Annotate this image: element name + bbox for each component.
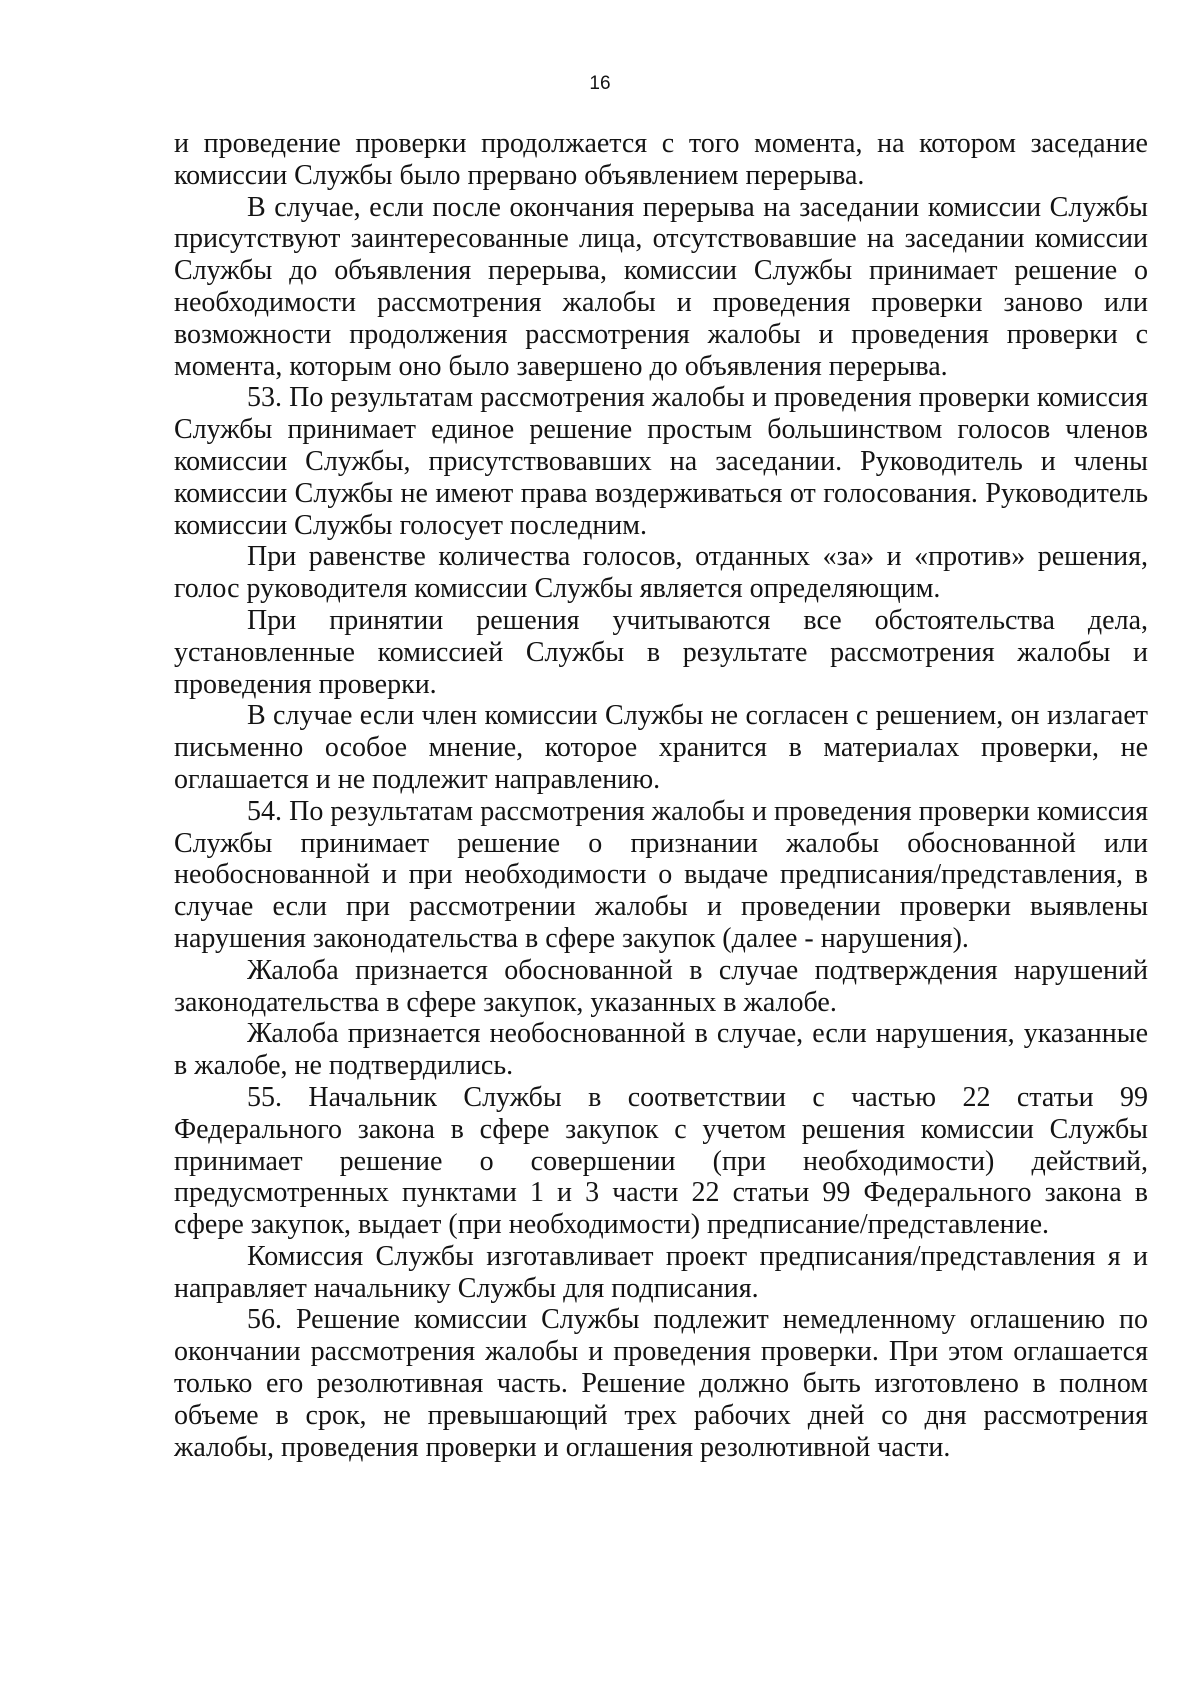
paragraph-clause-53: 53. По результатам рассмотрения жалобы и проведения проверки комиссия Службы принимает единое решение простым большинством голосов членов комиссии Службы, присутствовавших на заседании. Руководитель и члены комиссии Службы не имеют права воздерживаться от голосования. Руководитель комиссии Службы голосует последним. (174, 382, 1148, 541)
page-number: 16 (589, 73, 611, 94)
document-body (174, 128, 1148, 1463)
paragraph-continuation: и проведение проверки продолжается с того момента, на котором заседание комиссии Службы было прервано объявлением перерыва. (174, 128, 1148, 191)
paragraph-complaint-unjustified: Жалоба признается необоснованной в случае, если нарушения, указанные в жалобе, не подтвердились. (174, 1018, 1148, 1082)
paragraph-clause-54: 54. По результатам рассмотрения жалобы и проведения проверки комиссия Службы принимает решение о признании жалобы обоснованной или необоснованной и при необходимости о выдаче предписания/представления, в случае если при рассмотрении жалобы и проведении проверки выявлены нарушения законодательства в сфере закупок (далее - нарушения). (174, 795, 1148, 954)
paragraph-dissenting-opinion: В случае если член комиссии Службы не согласен с решением, он излагает письменно особое мнение, которое хранится в материалах проверки, не оглашается и не подлежит направлению. (174, 700, 1148, 795)
paragraph-clause-56: 56. Решение комиссии Службы подлежит немедленному оглашению по окончании рассмотрения жалобы и проведения проверки. При этом оглашается только его резолютивная часть. Решение должно быть изготовлено в полном объеме в срок, не превышающий трех рабочих дней со дня рассмотрения жалобы, проведения проверки и оглашения резолютивной части. (174, 1304, 1148, 1463)
paragraph-clause-55: 55. Начальник Службы в соответствии с частью 22 статьи 99 Федерального закона в сфере закупок с учетом решения комиссии Службы принимает решение о совершении (при необходимости) действий, предусмотренных пунктами 1 и 3 части 22 статьи 99 Федерального закона в сфере закупок, выдает (при необходимости) предписание/представление. (174, 1081, 1148, 1241)
paragraph-complaint-justified: Жалоба признается обоснованной в случае подтверждения нарушений законодательства в сфере закупок, указанных в жалобе. (174, 954, 1148, 1018)
paragraph-tie-vote: При равенстве количества голосов, отданных «за» и «против» решения, голос руководителя комиссии Службы является определяющим. (174, 541, 1148, 605)
paragraph-circumstances: При принятии решения учитываются все обстоятельства дела, установленные комиссией Службы в результате рассмотрения жалобы и проведения проверки. (174, 604, 1148, 700)
paragraph-draft-order: Комиссия Службы изготавливает проект предписания/представления я и направляет начальнику Службы для подписания. (174, 1240, 1148, 1304)
paragraph-break-resumption: В случае, если после окончания перерыва на заседании комиссии Службы присутствуют заинтересованные лица, отсутствовавшие на заседании комиссии Службы до объявления перерыва, комиссии Службы принимает решение о необходимости рассмотрения жалобы и проведения проверки заново или возможности продолжения рассмотрения жалобы и проведения проверки с момента, которым оно было завершено до объявления перерыва. (174, 191, 1148, 382)
